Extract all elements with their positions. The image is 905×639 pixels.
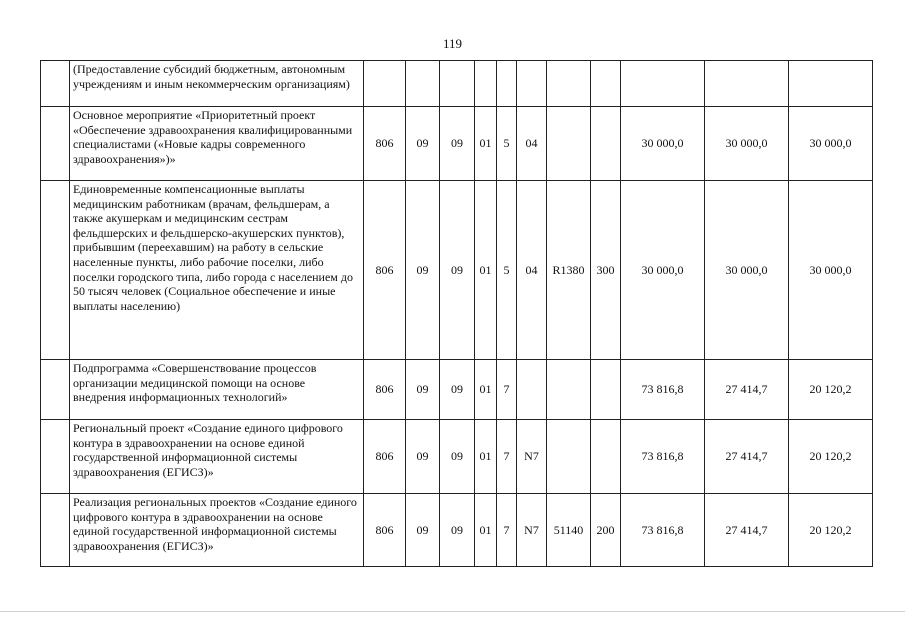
program-code: 01 — [475, 181, 497, 360]
subsection-code: 09 — [440, 107, 475, 181]
amount-year-2 — [705, 61, 789, 107]
ministry-code: 806 — [364, 360, 406, 420]
table-row — [41, 181, 873, 360]
amount-year-3: 20 120,2 — [789, 494, 873, 567]
amount-year-1: 73 816,8 — [621, 494, 705, 567]
table-row — [41, 360, 873, 420]
row-name-cell: Региональный проект «Создание единого цифрового контура в здравоохранении на основе единой государственной информационной системы здравоохранения (ЕГИСЗ)» — [70, 420, 364, 494]
ministry-code: 806 — [364, 420, 406, 494]
section-code: 09 — [406, 360, 440, 420]
section-code — [406, 61, 440, 107]
program-code — [475, 61, 497, 107]
subprogram-code: 5 — [497, 181, 517, 360]
expense-type-code — [591, 420, 621, 494]
ministry-code: 806 — [364, 181, 406, 360]
subsection-code — [440, 61, 475, 107]
direction-code — [547, 420, 591, 494]
amount-year-3: 30 000,0 — [789, 181, 873, 360]
row-name-cell: Основное мероприятие «Приоритетный проект «Обеспечение здравоохранения квалифицированными специалистами («Новые кадры современного здравоохранения»)» — [70, 107, 364, 181]
project-code: N7 — [517, 420, 547, 494]
subprogram-code: 5 — [497, 107, 517, 181]
program-code: 01 — [475, 494, 497, 567]
subprogram-code: 7 — [497, 494, 517, 567]
direction-code — [547, 107, 591, 181]
amount-year-2: 30 000,0 — [705, 181, 789, 360]
section-code: 09 — [406, 107, 440, 181]
amount-year-3: 20 120,2 — [789, 420, 873, 494]
table-body — [41, 61, 873, 567]
row-number-cell — [41, 61, 70, 107]
row-number-cell — [41, 420, 70, 494]
subsection-code: 09 — [440, 181, 475, 360]
subsection-code: 09 — [440, 494, 475, 567]
subprogram-code — [497, 61, 517, 107]
expense-type-code — [591, 61, 621, 107]
amount-year-1: 30 000,0 — [621, 107, 705, 181]
amount-year-1: 30 000,0 — [621, 181, 705, 360]
subprogram-code: 7 — [497, 360, 517, 420]
ministry-code: 806 — [364, 107, 406, 181]
expense-type-code — [591, 360, 621, 420]
row-number-cell — [41, 181, 70, 360]
row-number-cell — [41, 494, 70, 567]
row-name-cell: Подпрограмма «Совершенствование процессов организации медицинской помощи на основе внедрения информационных технологий» — [70, 360, 364, 420]
page-number: 119 — [442, 36, 463, 51]
table-row — [41, 61, 873, 107]
project-code: 04 — [517, 107, 547, 181]
section-code: 09 — [406, 420, 440, 494]
amount-year-1 — [621, 61, 705, 107]
project-code — [517, 61, 547, 107]
project-code — [517, 360, 547, 420]
amount-year-3: 30 000,0 — [789, 107, 873, 181]
expense-type-code: 300 — [591, 181, 621, 360]
row-name-cell: Единовременные компенсационные выплаты медицинским работникам (врачам, фельдшерам, а также акушеркам и медицинским сестрам фельдшерских и фельдшерско-акушерских пунктов), прибывшим (переехавшим) на работу в сельские населенные пункты, либо рабочие поселки, либо поселки городского типа, либо города с населением до 50 тысяч человек (Социальное обеспечение и иные выплаты населению) — [70, 181, 364, 360]
row-number-cell — [41, 107, 70, 181]
amount-year-2: 27 414,7 — [705, 360, 789, 420]
program-code: 01 — [475, 360, 497, 420]
section-code: 09 — [406, 181, 440, 360]
budget-table — [40, 60, 873, 567]
row-name-cell: (Предоставление субсидий бюджетным, автономным учреждениям и иным некоммерческим организациям) — [70, 61, 364, 107]
amount-year-1: 73 816,8 — [621, 420, 705, 494]
ministry-code — [364, 61, 406, 107]
direction-code: 51140 — [547, 494, 591, 567]
direction-code — [547, 61, 591, 107]
program-code: 01 — [475, 420, 497, 494]
row-name-cell: Реализация региональных проектов «Создание единого цифрового контура в здравоохранении на основе единой государственной информационной системы здравоохранения (ЕГИСЗ)» — [70, 494, 364, 567]
amount-year-2: 30 000,0 — [705, 107, 789, 181]
project-code: 04 — [517, 181, 547, 360]
subsection-code: 09 — [440, 420, 475, 494]
direction-code: R1380 — [547, 181, 591, 360]
subsection-code: 09 — [440, 360, 475, 420]
amount-year-2: 27 414,7 — [705, 494, 789, 567]
program-code: 01 — [475, 107, 497, 181]
subprogram-code: 7 — [497, 420, 517, 494]
table-row — [41, 494, 873, 567]
page-bottom-divider — [0, 611, 905, 612]
expense-type-code: 200 — [591, 494, 621, 567]
table-row — [41, 420, 873, 494]
ministry-code: 806 — [364, 494, 406, 567]
section-code: 09 — [406, 494, 440, 567]
expense-type-code — [591, 107, 621, 181]
project-code: N7 — [517, 494, 547, 567]
table-row — [41, 107, 873, 181]
direction-code — [547, 360, 591, 420]
amount-year-2: 27 414,7 — [705, 420, 789, 494]
amount-year-3: 20 120,2 — [789, 360, 873, 420]
row-number-cell — [41, 360, 70, 420]
amount-year-3 — [789, 61, 873, 107]
amount-year-1: 73 816,8 — [621, 360, 705, 420]
